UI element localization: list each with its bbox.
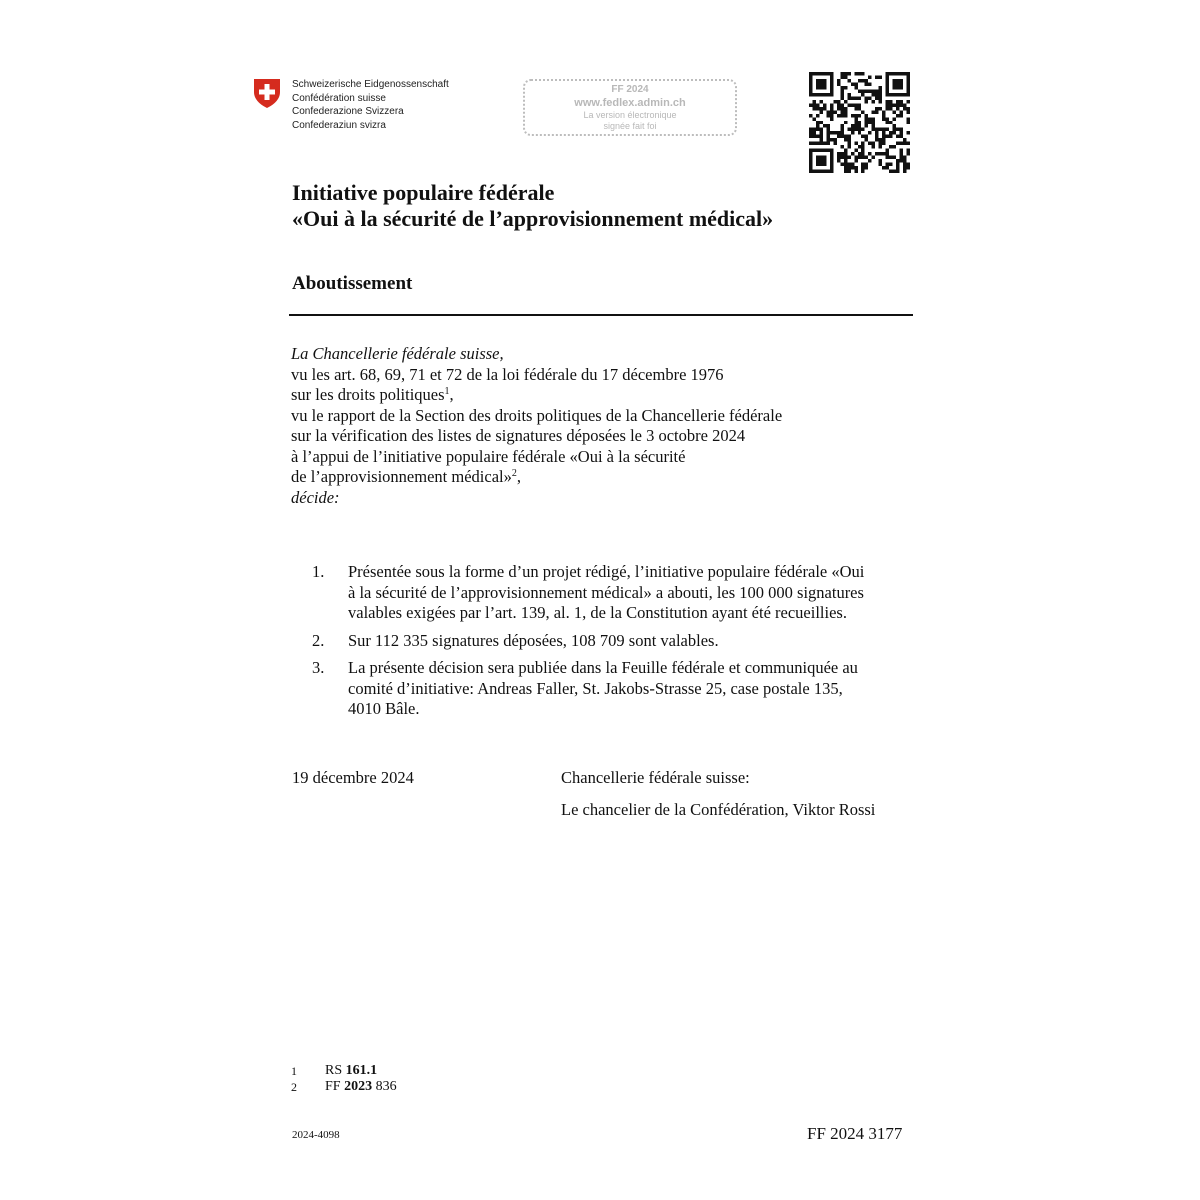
qr-code-icon — [809, 72, 910, 173]
decision-keyword: décide: — [291, 487, 340, 507]
list-item — [312, 631, 909, 652]
list-item-text — [348, 658, 909, 720]
confederation-name-fr: Confédération suisse — [292, 92, 386, 104]
title-line-2: «Oui à la sécurité de l’approvisionnement médical» — [292, 206, 774, 231]
list-item-line: à la sécurité de l’approvisionnement médical» a abouti, les 100 000 signatures — [348, 582, 864, 602]
document-title — [292, 180, 773, 232]
footnote-text — [325, 1063, 377, 1079]
decision-date: 19 décembre 2024 — [292, 768, 414, 787]
list-item-line: Présentée sous la forme d’un projet rédigé, l’initiative populaire fédérale «Oui — [348, 562, 865, 581]
list-item-number: 3. — [312, 658, 325, 677]
footnote-prefix: FF — [325, 1079, 345, 1094]
stamp-note-1: La version électronique — [583, 110, 677, 120]
section-title: Aboutissement — [292, 273, 413, 294]
confederation-name-rm: Confederaziun svizra — [292, 119, 386, 131]
footnote-prefix: RS — [325, 1063, 346, 1078]
preamble-line-2 — [291, 385, 782, 406]
decision-list — [312, 562, 909, 727]
footnote — [291, 1063, 397, 1079]
list-item-text — [348, 631, 909, 652]
list-item-text — [348, 562, 909, 624]
stamp-note-2: signée fait foi — [603, 121, 657, 131]
list-item-line: 4010 Bâle. — [348, 699, 420, 718]
footnote-ref-1[interactable]: 1 — [444, 386, 450, 397]
footnote — [291, 1079, 397, 1095]
list-item — [312, 658, 909, 720]
confederation-name-de: Schweizerische Eidgenossenschaft — [292, 79, 449, 90]
preamble-line-6-end: , — [516, 467, 521, 486]
stamp-ff-year: FF 2024 — [611, 84, 649, 95]
preamble-line-2-end: , — [449, 385, 454, 404]
title-line-1: Initiative populaire fédérale — [292, 180, 555, 205]
list-item-number: 2. — [312, 630, 325, 650]
document-id: 2024-4098 — [292, 1129, 340, 1141]
confederation-names — [292, 78, 449, 132]
issuing-authority: La Chancellerie fédérale suisse, — [291, 344, 504, 363]
preamble-line-2-text: sur les droits politiques — [291, 385, 445, 404]
confederation-name-it: Confederazione Svizzera — [292, 106, 404, 117]
preamble-line-3: vu le rapport de la Section des droits politiques de la Chancellerie fédérale — [291, 405, 783, 425]
list-item — [312, 562, 909, 624]
list-item-line: comité d’initiative: Andreas Faller, St. Jakobs-Strasse 25, case postale 135, — [348, 678, 843, 698]
footnote-number: 1 — [291, 1064, 297, 1078]
footnote-bold: 161.1 — [345, 1063, 378, 1078]
footnote-text — [325, 1079, 397, 1095]
electronic-version-stamp — [523, 79, 737, 136]
ff-reference: FF 2024 3177 — [807, 1124, 903, 1143]
list-item-number: 1. — [312, 562, 325, 581]
footnote-number: 2 — [291, 1080, 297, 1094]
preamble-line-5: à l’appui de l’initiative populaire fédérale «Oui à la sécurité — [291, 446, 686, 466]
preamble-line-4: sur la vérification des listes de signatures déposées le 3 octobre 2024 — [291, 426, 746, 445]
preamble-line-6 — [291, 467, 782, 488]
title-divider — [289, 314, 913, 316]
list-item-line: La présente décision sera publiée dans la Feuille fédérale et communiquée au — [348, 658, 858, 677]
swiss-emblem-icon — [253, 78, 281, 109]
preamble-line-6-text: de l’approvisionnement médical» — [291, 467, 512, 486]
preamble — [291, 344, 782, 508]
footnote-suffix: 836 — [372, 1079, 397, 1094]
stamp-url: www.fedlex.admin.ch — [574, 97, 686, 109]
list-item-line: Sur 112 335 signatures déposées, 108 709 sont valables. — [348, 630, 719, 650]
signing-authority: Chancellerie fédérale suisse: — [561, 768, 750, 787]
footnote-ref-2[interactable]: 2 — [511, 468, 517, 479]
list-item-line: valables exigées par l’art. 139, al. 1, de la Constitution ayant été recueillies. — [348, 603, 847, 622]
footnote-bold: 2023 — [344, 1079, 373, 1094]
signatory: Le chancelier de la Confédération, Viktor Rossi — [561, 800, 876, 819]
preamble-line-1: vu les art. 68, 69, 71 et 72 de la loi fédérale du 17 décembre 1976 — [291, 364, 724, 384]
footnotes — [291, 1063, 397, 1095]
